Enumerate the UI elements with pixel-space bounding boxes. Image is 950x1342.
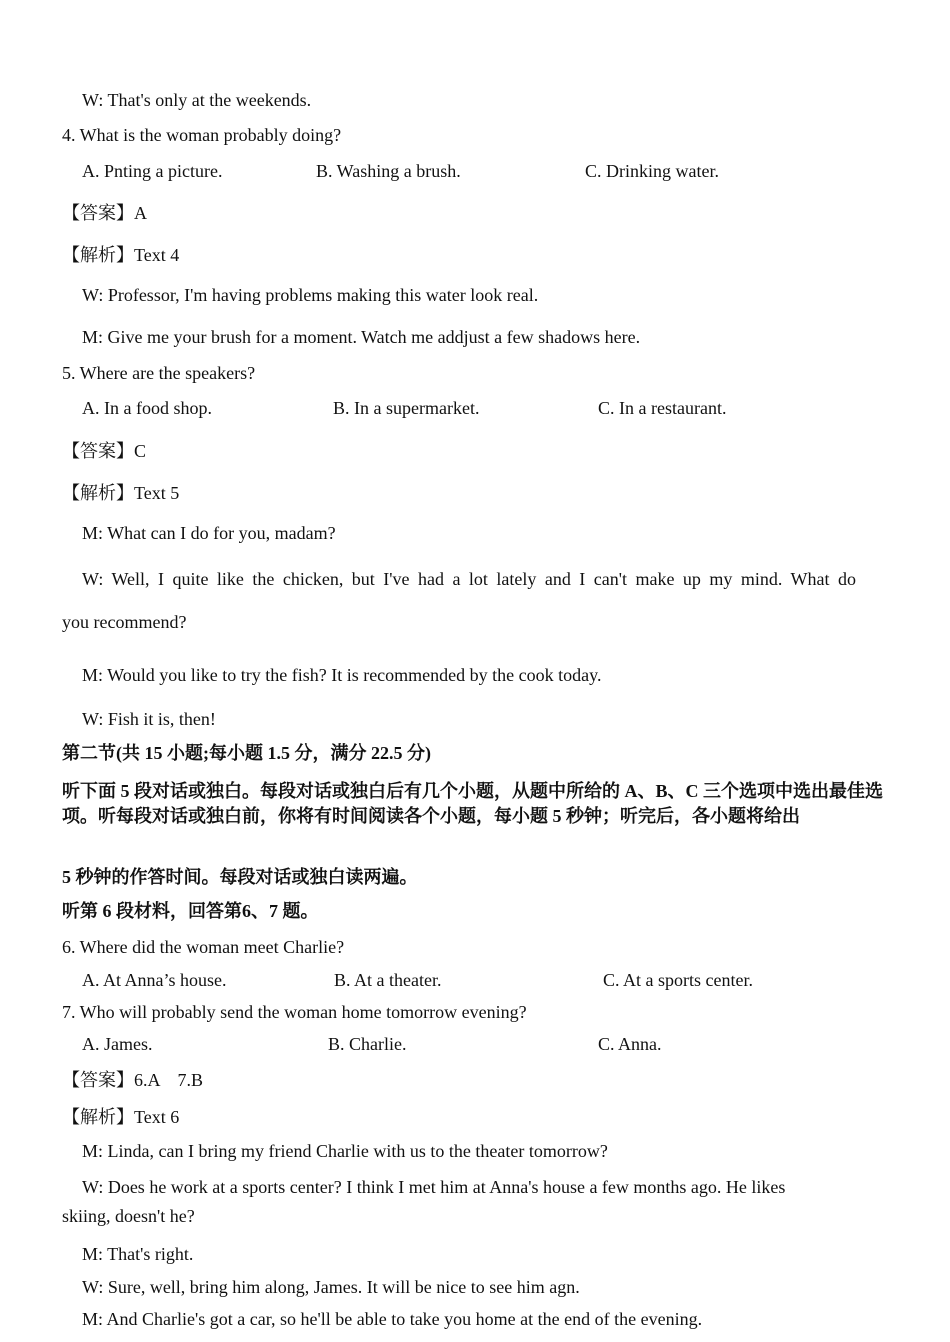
option-a: A. In a food shop. [82,398,212,418]
option-b: B. Charlie. [328,1034,407,1054]
dialogue-line: M: Give me your brush for a moment. Watch me addjust a few shadows here. [82,327,641,347]
option-c: C. Anna. [598,1034,662,1054]
option-c: C. In a restaurant. [598,398,727,418]
instructions: 听下面 5 段对话或独白。每段对话或独白后有几个小题，从题中所给的 A、B、C 三个选项中选出最佳选项。听每段对话或独白前，你将有时间阅读各个小题，每小题 5 秒钟；听完后，各小题将给出 [62,781,883,826]
dialogue-line: M: What can I do for you, madam? [82,523,336,543]
dialogue-line: W: Does he work at a sports center? I think I met him at Anna's house a few months ago. He likes [82,1177,786,1197]
dialogue-line: W: Sure, well, bring him along, James. It will be nice to see him agn. [82,1277,580,1297]
answer-4: 【答案】A [62,203,147,223]
option-a: A. James. [82,1034,153,1054]
explanation-4: 【解析】Text 4 [62,245,180,265]
dialogue-line: M: That's right. [82,1244,194,1264]
dialogue-line: W: Professor, I'm having problems making this water look real. [82,285,539,305]
dialogue-line-continued: you recommend? [62,612,187,632]
section-heading: 第二节(共 15 小题;每小题 1.5 分，满分 22.5 分) [62,743,431,763]
dialogue-line: M: Would you like to try the fish? It is recommended by the cook today. [82,665,602,685]
question-4: 4. What is the woman probably doing? [62,125,342,145]
dialogue-line: M: Linda, can I bring my friend Charlie with us to the theater tomorrow? [82,1141,608,1161]
dialogue-line: W: Well, I quite like the chicken, but I've had a lot lately and I can't make up my mind. What do [82,569,856,589]
dialogue-line: M: And Charlie's got a car, so he'll be able to take you home at the end of the evening. [82,1309,703,1329]
option-a: A. Pnting a picture. [82,161,223,181]
instructions: 听第 6 段材料，回答第6、7 题。 [62,901,319,921]
dialogue-line-continued: skiing, doesn't he? [62,1206,195,1226]
option-b: B. Washing a brush. [316,161,461,181]
explanation-6: 【解析】Text 6 [62,1107,180,1127]
option-c: C. At a sports center. [603,970,753,990]
answer-6-7: 【答案】6.A 7.B [62,1070,204,1090]
explanation-5: 【解析】Text 5 [62,483,180,503]
question-5: 5. Where are the speakers? [62,363,256,383]
option-b: B. In a supermarket. [333,398,480,418]
question-7: 7. Who will probably send the woman home tomorrow evening? [62,1002,527,1022]
option-a: A. At Anna’s house. [82,970,227,990]
option-c: C. Drinking water. [585,161,719,181]
answer-5: 【答案】C [62,441,147,461]
instructions: 5 秒钟的作答时间。每段对话或独白读两遍。 [62,867,418,887]
dialogue-line: W: Fish it is, then! [82,709,216,729]
option-b: B. At a theater. [334,970,442,990]
question-6: 6. Where did the woman meet Charlie? [62,937,345,957]
dialogue-line: W: That's only at the weekends. [82,90,312,110]
